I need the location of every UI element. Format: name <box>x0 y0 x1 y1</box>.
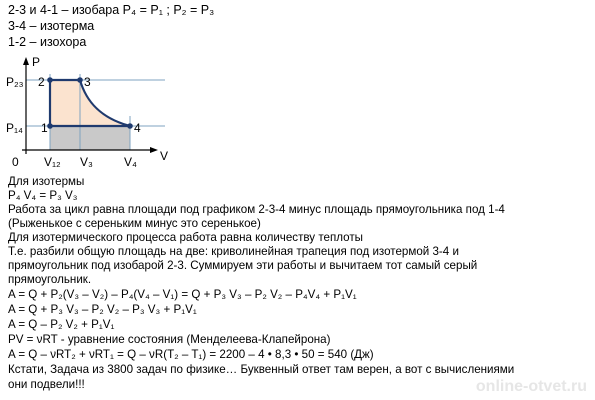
body-line-9: A = Q + P₂(V₃ – V₂) – P₄(V₄ – V₁) = Q + P₃ V₃ – P₂ V₂ – P₄V₄ + P₁V₁ <box>8 288 357 301</box>
axis-p-label: P <box>32 56 41 69</box>
point-3-label: 3 <box>84 75 91 89</box>
body-line-8: прямоугольник. <box>8 273 92 286</box>
p14-label: P₁₄ <box>6 121 23 135</box>
v3-label: V₃ <box>80 155 93 169</box>
body-line-11: A = Q – P₂ V₂ + P₁V₁ <box>8 318 115 331</box>
axis-v-label: V <box>160 149 169 163</box>
axis-p-arrow-icon <box>23 57 29 65</box>
body-line-15: они подвели!!! <box>8 378 85 391</box>
point-4-marker <box>127 123 133 129</box>
header-line-2: 3-4 – изотерма <box>8 19 95 33</box>
header-line-3: 1-2 – изохора <box>8 35 87 49</box>
point-3-marker <box>77 77 83 83</box>
point-4-label: 4 <box>134 121 141 135</box>
body-line-2: P₄ V₄ = P₃ V₃ <box>8 189 78 202</box>
body-line-10: A = Q + P₃ V₃ – P₂ V₂ – P₃ V₃ + P₁V₁ <box>8 303 197 316</box>
point-1-marker <box>47 123 53 129</box>
p23-label: P₂₃ <box>6 75 24 89</box>
body-line-4: (Рыженькое с сереньким минус это серенькое) <box>8 217 261 230</box>
body-line-3: Работа за цикл равна площади под графиком 2-3-4 минус площадь прямоугольника под 1-4 <box>8 203 505 216</box>
body-line-12: PV = νRT - уравнение состояния (Менделеева-Клапейрона) <box>8 333 331 346</box>
body-line-5: Для изотермического процесса работа равна количеству теплоты <box>8 231 363 244</box>
v12-label: V₁₂ <box>44 155 61 169</box>
body-line-13: A = Q – νRT₂ + νRT₁ = Q – νR(T₂ – T₁) = 2200 – 4 • 8,3 • 50 = 540 (Дж) <box>8 348 374 361</box>
body-line-6: Т.е. разбили общую площадь на две: криволинейная трапеция под изотермой 3-4 и <box>8 245 459 258</box>
pv-diagram <box>0 56 200 174</box>
axis-v-arrow-icon <box>150 147 158 153</box>
body-line-14: Кстати, Задача из 3800 задач по физике… Буквенный ответ там верен, а вот с вычислениями <box>8 363 515 376</box>
origin-label: 0 <box>12 155 19 169</box>
body-line-1: Для изотермы <box>8 175 85 188</box>
point-2-label: 2 <box>38 75 45 89</box>
point-2-marker <box>47 77 53 83</box>
v4-label: V₄ <box>124 155 137 169</box>
watermark: online-otvet.ru <box>475 378 587 395</box>
point-1-label: 1 <box>41 121 48 135</box>
body-line-7: прямоугольник под изобарой 2-3. Суммируем эти работы и вычитаем тот самый серый <box>8 259 478 272</box>
header-line-1: 2-3 и 4-1 – изобара P₄ = P₁ ; P₂ = P₃ <box>8 3 215 17</box>
gray-area <box>50 126 130 150</box>
